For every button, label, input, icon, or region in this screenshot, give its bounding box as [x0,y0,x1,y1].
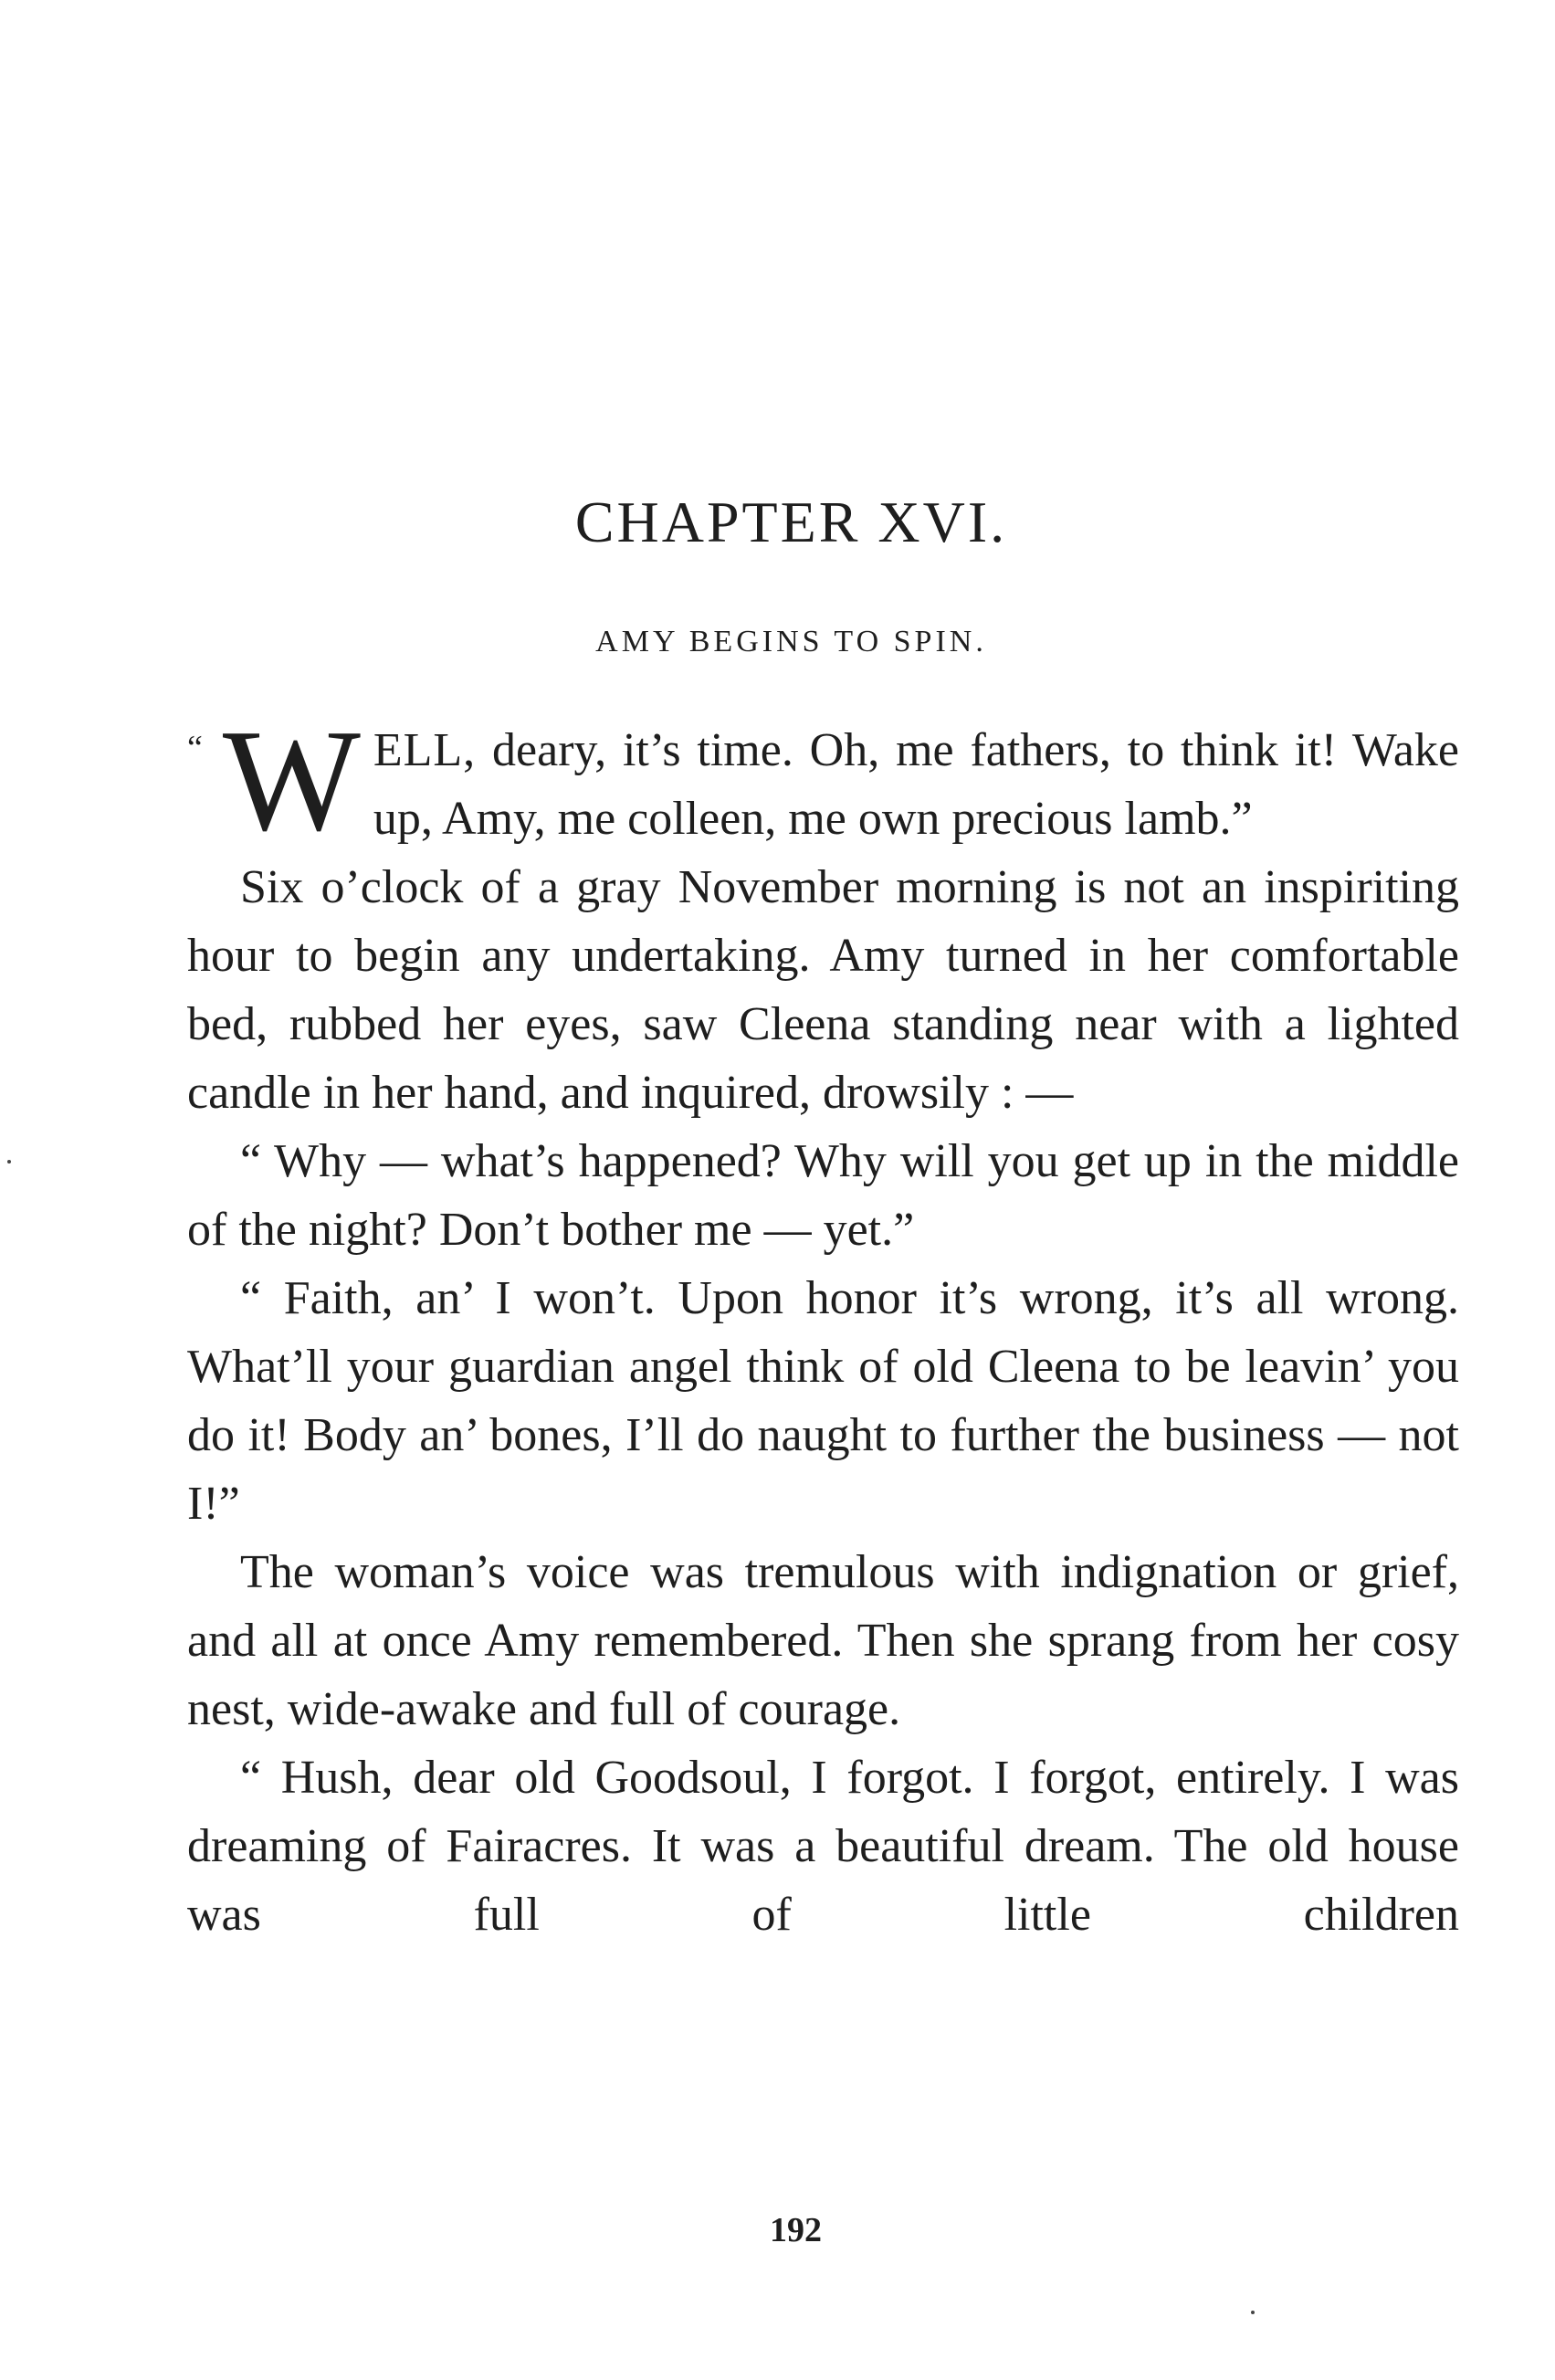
page-number: 192 [770,2211,822,2249]
paragraph: “ Why — what’s happened? Why will you get up in the middle of the night? Don’t bother me — yet.” [187,1135,1459,1256]
print-speck [1251,2311,1255,2314]
opening-small-caps: ELL, [373,724,477,776]
paragraph: Six o’clock of a gray November morning is not an inspiriting hour to begin any undertaking. Amy turned in her comfortable bed, rubbed her eyes, saw Cleena standing near with a lighted candle in her hand, and inquired, drowsily : — [187,861,1459,1119]
opening-text: deary, it’s time. Oh, me fathers, to think it! Wake up, Amy, me colleen, me own precious lamb.” [373,724,1459,845]
paragraph: “ Faith, an’ I won’t. Upon honor it’s wrong, it’s all wrong. What’ll your guardian angel think of old Cleena to be leavin’ you do it! Body an’ bones, I’ll do naught to further the business — not I!” [187,1272,1459,1530]
drop-cap-letter: W [222,699,361,861]
opening-quote-mark: “ [187,729,203,767]
print-speck [7,1160,11,1164]
chapter-title: CHAPTER XVI. [574,490,1008,554]
opening-paragraph [187,699,1459,861]
paragraph: “ Hush, dear old Goodsoul, I forgot. I forgot, entirely. I was dreaming of Fairacres. It was a beautiful dream. The old house was full of little children [187,1752,1459,1941]
body-text [187,699,1459,1949]
paragraph: The woman’s voice was tremulous with indignation or grief, and all at once Amy remembered. Then she sprang from her cosy nest, wide-awake and full of courage. [187,1546,1459,1735]
chapter-subtitle: AMY BEGINS TO SPIN. [595,625,987,658]
